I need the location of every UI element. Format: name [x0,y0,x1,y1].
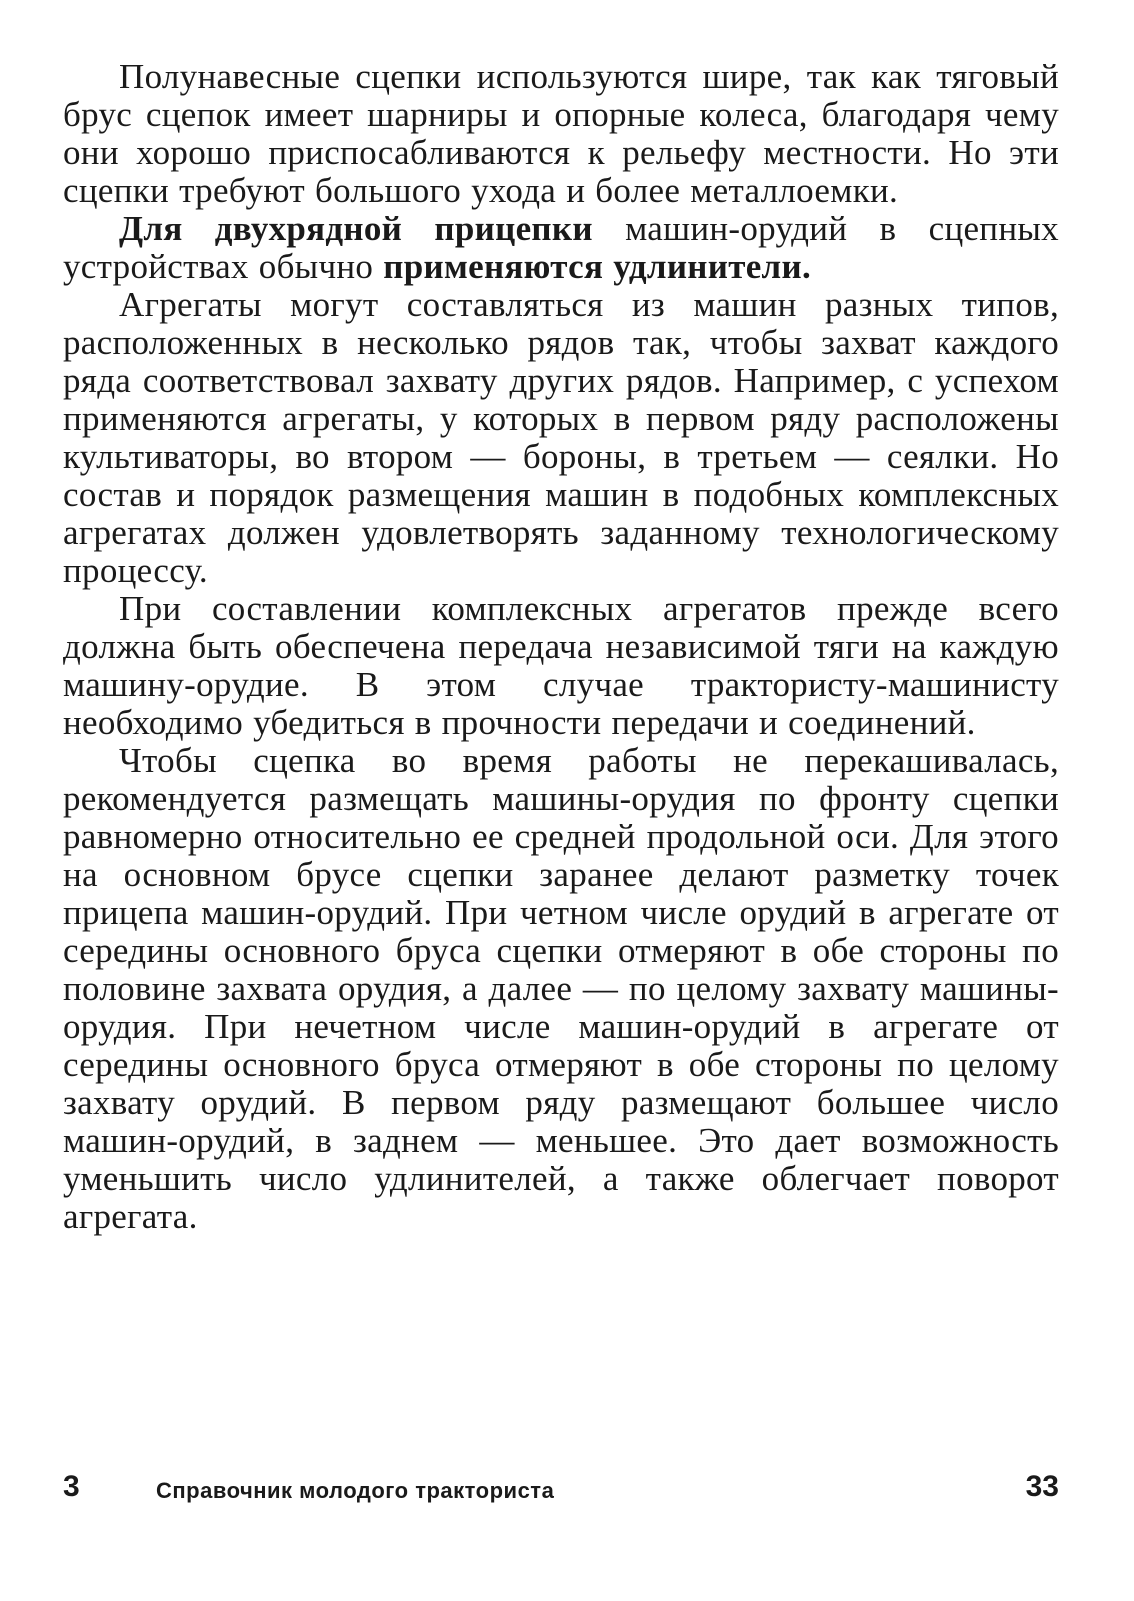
paragraph [63,286,1059,590]
running-title: Справочник молодого тракториста [156,1478,555,1503]
paragraph [63,742,1059,1236]
bold-term: применяются удлинители. [383,247,811,286]
page-body [63,58,1059,1236]
paragraph [63,58,1059,210]
page-footer [63,1470,1059,1510]
paragraph-text: Чтобы сцепка во время работы не перекашивалась, рекомендуется размещать машины-орудия по фронту сцепки равномерно относительно ее средней продольной оси. Для этого на основном брусе сцепки заранее делают разметку точек прицепа машин-орудий. При четном числе орудий в агрегате от середины основного бруса сцепки отмеряют в обе стороны по половине захвата орудия, а далее — по целому захвату машины-орудия. При нечетном числе машин-орудий в агрегате от середины основного бруса отмеряют в обе стороны по целому захвату орудий. В первом ряду размещают большее число машин-орудий, в заднем — меньшее. Это дает возможность уменьшить число удлинителей, а также облегчает поворот агрегата. [63,741,1059,1236]
paragraph-text: машин-орудий в сцепных устройствах обычно [63,209,1059,286]
paragraph [63,210,1059,286]
page-number: 33 [1025,1470,1059,1503]
signature-mark: 3 [63,1470,80,1503]
paragraph-text: Полунавесные сцепки используются шире, так как тяговый брус сцепок имеет шарниры и опорные колеса, благодаря чему они хорошо приспосабливаются к рельефу местности. Но эти сцепки требуют большого ухода и более металлоемки. [63,57,1059,210]
paragraph-text: Агрегаты могут составляться из машин разных типов, расположенных в несколько рядов так, чтобы захват каждого ряда соответствовал захвату других рядов. Например, с успехом применяются агрегаты, у которых в первом ряду расположены культиваторы, во втором — бороны, в третьем — сеялки. Но состав и порядок размещения машин в подобных комплексных агрегатах должен удовлетворять заданному технологическому процессу. [63,285,1059,590]
paragraph-text: При составлении комплексных агрегатов прежде всего должна быть обеспечена передача независимой тяги на каждую машину-орудие. В этом случае трактористу-машинисту необходимо убедиться в прочности передачи и соединений. [63,589,1059,742]
bold-term: Для двухрядной прицепки [119,209,593,248]
paragraph [63,590,1059,742]
